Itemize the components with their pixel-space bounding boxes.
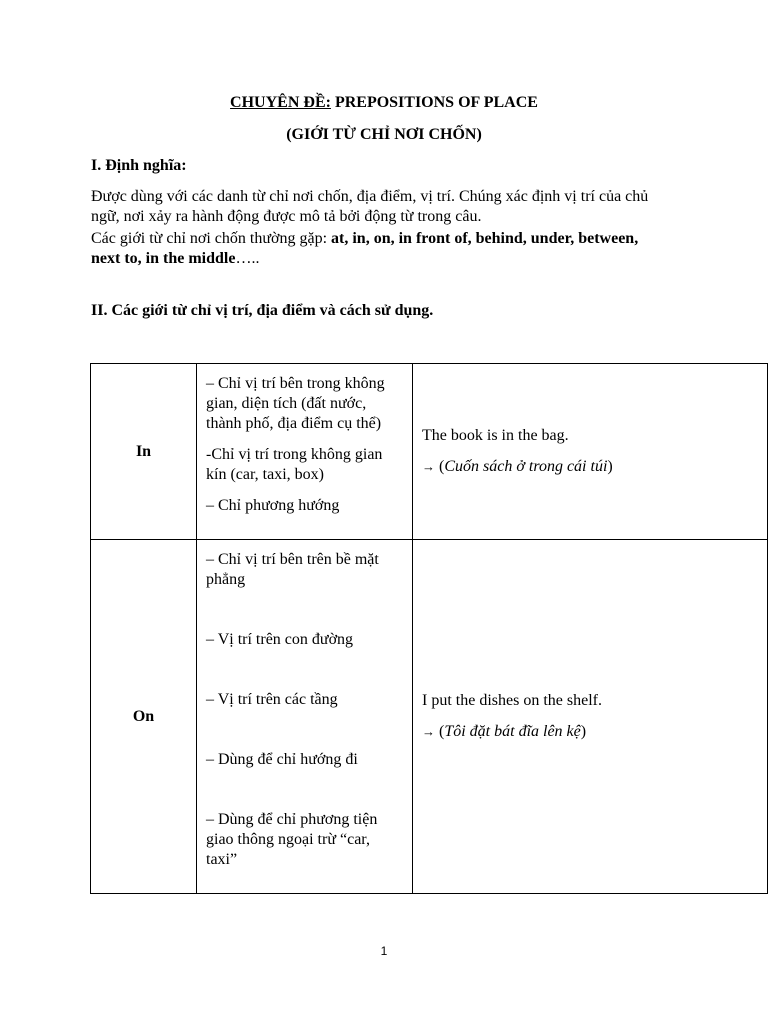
document-subtitle: (GIỚI TỪ CHỈ NƠI CHỐN) bbox=[286, 126, 482, 143]
definition-paragraph: Được dùng với các danh từ chỉ nơi chốn, địa điểm, vị trí. Chúng xác định vị trí của chủ ngữ, nơi xảy ra hành động được mô tả bởi động từ trong câu. bbox=[91, 188, 649, 225]
example-cell bbox=[413, 540, 768, 894]
section-heading-usage: II. Các giới từ chỉ vị trí, địa điểm và cách sử dụng. bbox=[91, 302, 434, 319]
example-cell bbox=[413, 364, 768, 540]
document-title bbox=[0, 94, 768, 112]
page-number: 1 bbox=[380, 944, 388, 958]
example-translation: → (Tôi đặt bát đĩa lên kệ) bbox=[422, 723, 587, 740]
usage-item: – Chỉ vị trí bên trên bề mặt phẳng bbox=[206, 551, 379, 588]
usage-item: – Vị trí trên con đường bbox=[206, 631, 354, 648]
common-prepositions-lead: Các giới từ chỉ nơi chốn thường gặp: bbox=[91, 230, 332, 247]
translation-text: Cuốn sách ở trong cái túi bbox=[444, 458, 608, 475]
translation-text: Tôi đặt bát đĩa lên kệ bbox=[444, 723, 581, 740]
example-sentence: The book is in the bag. bbox=[422, 427, 569, 444]
common-prepositions-list: at, in, on, in front of, behind, under, between, next to, in the middle bbox=[91, 230, 639, 267]
arrow-right-icon: → bbox=[422, 459, 435, 474]
usage-item: – Chỉ phương hướng bbox=[206, 497, 340, 514]
usage-item: – Chỉ vị trí bên trong không gian, diện tích (đất nước, thành phố, địa điểm cụ thể) bbox=[206, 375, 385, 432]
usage-cell bbox=[197, 540, 413, 894]
table-row bbox=[91, 364, 768, 540]
usage-item: – Dùng để chỉ phương tiện giao thông ngoại trừ “car, taxi” bbox=[206, 811, 378, 868]
section-heading-definition: I. Định nghĩa: bbox=[91, 157, 187, 174]
common-prepositions-ellipsis: ….. bbox=[235, 250, 260, 267]
example-sentence: I put the dishes on the shelf. bbox=[422, 692, 602, 709]
example-translation: → (Cuốn sách ở trong cái túi) bbox=[422, 458, 613, 475]
usage-item: – Vị trí trên các tầng bbox=[206, 691, 338, 708]
preposition-cell: In bbox=[91, 364, 197, 540]
title-text: PREPOSITIONS OF PLACE bbox=[330, 94, 538, 111]
usage-cell bbox=[197, 364, 413, 540]
arrow-right-icon: → bbox=[422, 724, 435, 739]
table-row bbox=[91, 540, 768, 894]
title-label: CHUYÊN ĐỀ: bbox=[230, 94, 331, 111]
prepositions-table bbox=[90, 363, 768, 894]
usage-item: – Dùng để chỉ hướng đi bbox=[206, 751, 358, 768]
usage-item: -Chỉ vị trí trong không gian kín (car, taxi, box) bbox=[206, 446, 383, 483]
preposition-cell: On bbox=[91, 540, 197, 894]
common-prepositions-paragraph bbox=[91, 229, 671, 269]
